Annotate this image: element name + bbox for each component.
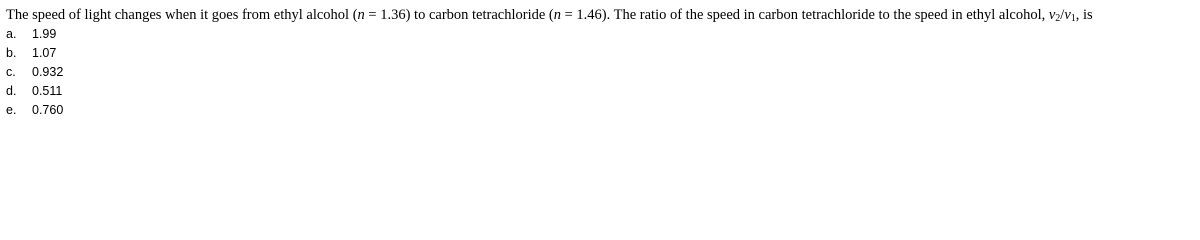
option-value: 0.511 (32, 84, 63, 98)
question-segment: The speed of light changes when it goes from ethyl alcohol ( (6, 7, 358, 23)
option-letter: c. (6, 65, 16, 79)
question-segment: = 1.46). The ratio of the speed in carbon tetrachloride to the speed in ethyl alcohol, (560, 7, 1049, 23)
option-value: 0.760 (32, 103, 64, 117)
option-a[interactable] (6, 25, 63, 44)
option-c[interactable] (6, 63, 63, 82)
subscript-1: 1 (1070, 13, 1076, 24)
option-value: 0.932 (32, 65, 64, 79)
variable-n: n (357, 7, 365, 23)
option-value: 1.07 (32, 46, 57, 60)
option-letter: b. (6, 46, 17, 60)
answer-options (6, 25, 63, 120)
option-letter: e. (6, 103, 17, 117)
question-segment: , is (1075, 7, 1093, 23)
option-d[interactable] (6, 82, 63, 101)
variable-n: n (553, 7, 561, 23)
variable-v1: v (1064, 7, 1071, 23)
variable-v2: v (1048, 7, 1056, 23)
option-b[interactable] (6, 44, 63, 63)
question-segment: = 1.36) to carbon tetrachloride ( (364, 7, 554, 23)
option-e[interactable] (6, 101, 63, 120)
option-letter: d. (6, 84, 17, 98)
option-letter: a. (6, 27, 17, 41)
question-text (6, 6, 1093, 24)
subscript-2: 2 (1055, 13, 1061, 24)
ratio-slash: / (1060, 7, 1065, 23)
option-value: 1.99 (32, 27, 57, 41)
